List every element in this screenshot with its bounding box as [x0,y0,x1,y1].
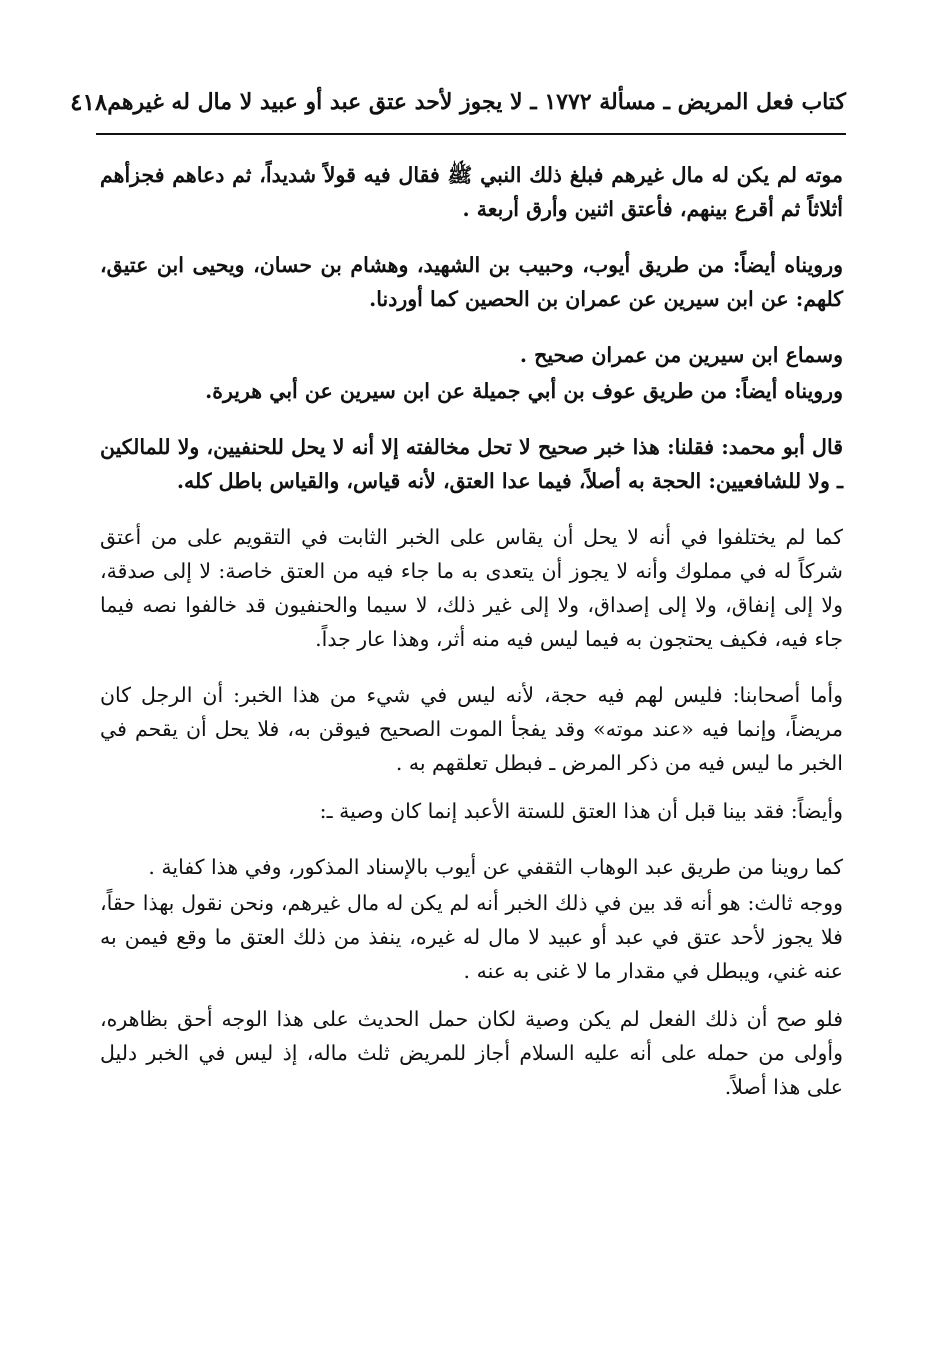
paragraph-11: فلو صح أن ذلك الفعل لم يكن وصية لكان حمل الحديث على هذا الوجه أحق بظاهره، وأولى من حمله على أنه عليه السلام أجاز للمريض ثلث ماله، إذ ليس في الخبر دليل على هذا أصلاً. [100,1007,843,1099]
running-title: كتاب فعل المريض ـ مسألة ١٧٧٢ ـ لا يجوز لأحد عتق عبد أو عبيد لا مال له غيرهم [107,89,846,115]
paragraph-9: كما روينا من طريق عبد الوهاب الثقفي عن أيوب بالإسناد المذكور، وفي هذا كفاية . [148,855,843,879]
paragraph-6: كما لم يختلفوا في أنه لا يحل أن يقاس على الخبر الثابت في التقويم على من أعتق شركاً له في مملوك وأنه لا يجوز أن يتعدى به ما جاء فيه من العتق خاصة: لا إلى صدقة، ولا إلى إنفاق، ولا إلى إصداق، ولا إلى غير ذلك، لا سيما والحنفيون قد خالفوا نصه فيما جاء فيه، فكيف يحتجون به فيما ليس فيه منه أثر، وهذا عار جداً. [100,525,843,651]
paragraph-1: موته لم يكن له مال غيرهم فبلغ ذلك النبي ﷺ فقال فيه قولاً شديداً، ثم دعاهم فجزأهم أثلاثاً ثم أقرع بينهم، فأعتق اثنين وأرق أربعة . [100,163,843,221]
page-number: ٤١٨ [70,88,108,116]
paragraph-5: قال أبو محمد: فقلنا: هذا خبر صحيح لا تحل مخالفته إلا أنه لا يحل للحنفيين، ولا للمالكين ـ ولا للشافعيين: الحجة به أصلاً، فيما عدا العتق، لأنه قياس، والقياس باطل كله. [100,435,843,493]
page-body [100,158,843,1104]
paragraph-4: ورويناه أيضاً: من طريق عوف بن أبي جميلة عن ابن سيرين عن أبي هريرة. [205,379,843,403]
paragraph-8: وأيضاً: فقد بينا قبل أن هذا العتق للستة الأعبد إنما كان وصية ـ: [319,799,843,823]
paragraph-10: ووجه ثالث: هو أنه قد بين في ذلك الخبر أنه لم يكن له مال غيرهم، ونحن نقول بهذا حقاً، فلا يجوز لأحد عتق في عبد أو عبيد لا مال له غيره، ينفذ من ذلك العتق ما وقع فيمن به عنه غني، ويبطل في مقدار ما لا غنى به عنه . [100,891,843,983]
header-divider [96,133,846,135]
page-header [70,82,846,122]
paragraph-2: ورويناه أيضاً: من طريق أيوب، وحبيب بن الشهيد، وهشام بن حسان، ويحيى ابن عتيق، كلهم: عن ابن سيرين عن عمران بن الحصين كما أوردنا. [100,253,843,311]
paragraph-7: وأما أصحابنا: فليس لهم فيه حجة، لأنه ليس في شيء من هذا الخبر: أن الرجل كان مريضاً، وإنما فيه «عند موته» وقد يفجأ الموت الصحيح فيوقن به، فلا يحل أن يقحم في الخبر ما ليس فيه من ذكر المرض ـ فبطل تعلقهم به . [100,683,843,775]
paragraph-3: وسماع ابن سيرين من عمران صحيح . [519,343,843,367]
